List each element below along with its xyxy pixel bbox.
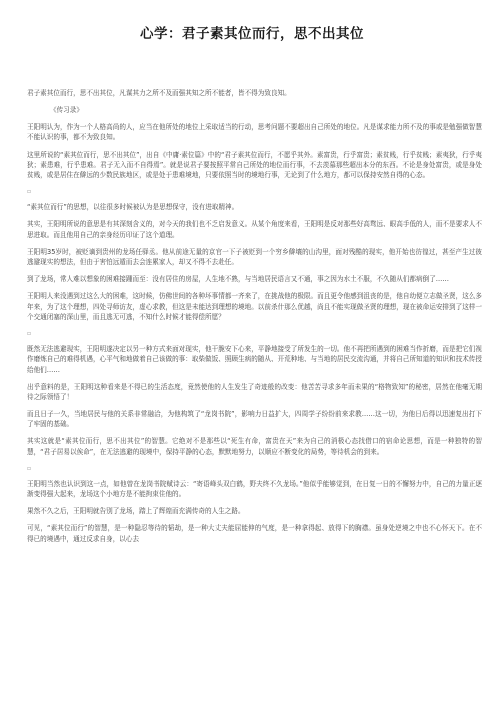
article-body — [27, 88, 482, 551]
paragraph: 而且日子一久，当地居民与他的关系非常融洽，为他构筑了“龙岗书院”，影响力日益扩大，四周学子纷纷前来求教……这一切，为他日后得以迅速复出打下了牢固的基础。 — [27, 410, 482, 429]
paragraph: 到了龙场，常人难以想象的困难接踵而至：没有居住的房屋，人生地不熟，与当地居民语言又不通，事之因为水土不服，不久随从们都病倒了…… — [27, 275, 449, 284]
paragraph: “素其位而行”的思想，以往很多时候被认为是思想保守，没有进取精神。 — [27, 203, 239, 212]
paragraph: 其实，王阳明所说的意思是有其深刻含义的，对今天的我们也不乏启发意义。从某个角度来看，王阳明是反对那些好高骛远、眼高手低的人，而不是要求人不思进取。而且他用自己的亲身经历印证了这个道理。 — [27, 220, 482, 239]
section-marker: ▫ — [27, 188, 32, 196]
paragraph: 王阳明当然也认识到这一点，如他曾在龙岗书院赋诗云：“寄语峰头双白鹤，野夫终不久龙场。”他似乎能够觉到，在日复一日的不懈努力中，自己的力量正逐渐变得强大起来，龙场这个小地方是不能拘束住他的。 — [27, 479, 482, 499]
paragraph: 可见，“素其位而行”的智慧，是一种隐忍等待的韬劫，是一种大丈夫能屈能伸的气度，是一种拿得起、放得下的胸襟。虽身处逆境之中也不心怀天下。在不得已的境遇中，通过反求自身，以心去 — [27, 524, 482, 543]
section-marker: ▫ — [27, 464, 32, 472]
section-marker: ▫ — [27, 329, 32, 337]
paragraph: 出乎意料的是，王阳明这种看来是不得已的生活态度，竟然使他的人生发生了奇迹般的改变：他苦苦寻求多年而未果的“格物致知”的秘密，居然在他毫无期待之际领悟了！ — [27, 382, 482, 401]
paragraph: 王阳明人来没遇到过这么大的困难，这时候，仿佛世间的各种坏事情都一齐来了，在挑战他的极限。而且更令他感到沮丧的是，他自幼便立志做圣贤，这么多年来，为了这个理想，四处寻师访友，虚心求教，但这是未能达到理想的境地。以前杀什那么优越，尚且不能实现做圣贤的理想，现在被命运安排到了这样一个交通闭塞的深山里，而且逃无可逃，不知什么时候才能得偿所愿？ — [27, 292, 482, 321]
paragraph: 其实这就是“素其位而行，思不出其位”的智慧。它绝对不是那些以“死生有命，富贵在天”来为自己的消极心态找借口的宿命论思想，而是一种独特的智慧，“君子居易以俟命”，在无法逃避的现境中，保持平静的心态，默默地努力，以顺应不断变化的局势，等待机会的到来。 — [27, 437, 482, 456]
paragraph: 君子素其位而行，思不出其位，凡谋其力之所不及而强其知之所不能者，皆不得为致良知。 — [27, 89, 291, 97]
paragraph: 王阳明35岁时，被贬谪到贵州的龙场任驿丞。他从前途无量的京官一下子被贬到一个穷乡僻壤的山沟里，面对残酷的现实，他开始也彷徨过，甚至产生过彼逃避现实的想法，但由于害怕远遁而去会连累家人，却又不得不去赴任。 — [27, 247, 482, 267]
paragraph: 这里所说的“素其位而行，思不出其位”，出自《中庸·素位篇》中的“君子素其位而行，不愿乎其外。素富贵，行乎富贵；素贫贱，行乎贫贱；素夷狄，行乎夷狄；素患难，行乎患难。君子无入而不自得焉”。就是说君子要按照平常自己所处的地位而行事，不去羡慕那些超出本分的东西。不论是身处富贵，或是身处贫贱，或是居住在僻远的少数民族地区，或是处于患难境地，只要依照当时的境地行事，无论到了什么地方，都可以保持安然自得的心态。 — [27, 150, 482, 180]
paragraph: 王阳明认为，作为一个人格高尚的人，应当在他所处的地位上采取适当的行动，思考问题不要超出自己所处的地位。凡是谋求能力所不及的事或是勉强做智慧不能认识的事，都不为致良知。 — [27, 123, 482, 142]
paragraph: 果然不久之后，王阳明就告别了龙场，踏上了辉煌而充满传奇的人生之路。 — [27, 507, 245, 516]
page-title: 心学：君子素其位而行，思不出其位 — [140, 26, 364, 42]
source-citation: 《传习录》 — [50, 106, 83, 115]
paragraph: 既然无法逃避现实，王阳明遂决定以另一种方式来面对现实，他干脆安下心来，平静地接受了所发生的一切。他不再把所遇到的困难当作折磨，而是把它们视作磨炼自己的难得机遇，心平气和地做着自己该做的事：取柴做饭、照顾生病的随从、开荒种地、与当地的居民交流沟通，并将自己所知道的知识和技术传授给他们…… — [27, 344, 482, 374]
